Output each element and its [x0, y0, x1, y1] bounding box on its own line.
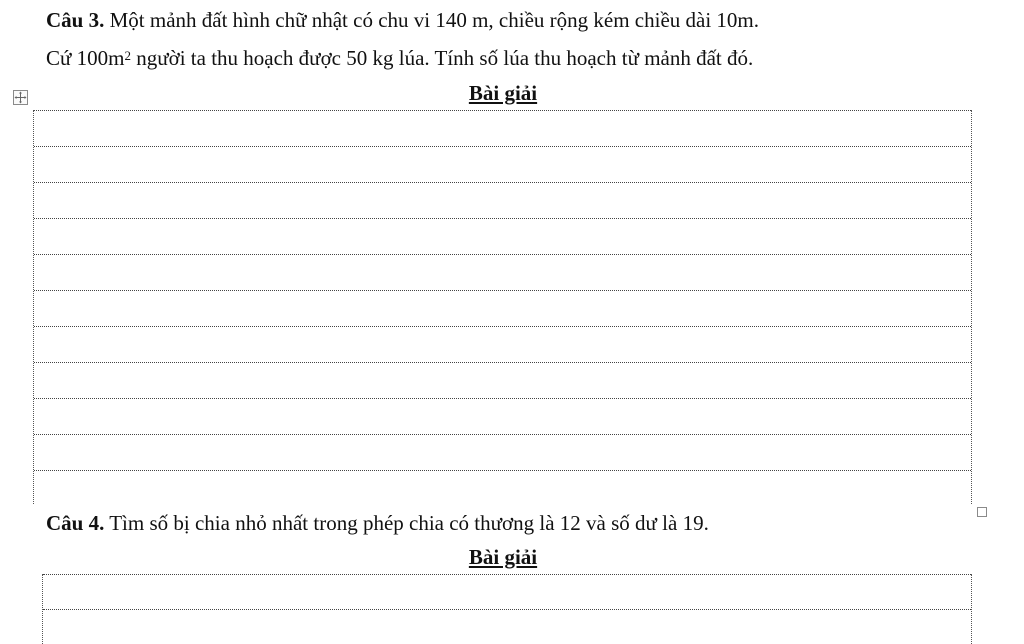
question-3-text-1: Một mảnh đất hình chữ nhật có chu vi 140 m, chiều rộng kém chiều dài 10m.	[104, 8, 760, 32]
question-3-text-2b: người ta thu hoạch được 50 kg lúa. Tính số lúa thu hoạch từ mảnh đất đó.	[130, 46, 754, 70]
solution-heading-q3: Bài giải	[468, 81, 538, 105]
answer-line[interactable]	[34, 110, 971, 111]
answer-line[interactable]	[34, 326, 971, 327]
answer-line[interactable]	[34, 398, 971, 399]
question-3-line-1	[46, 7, 759, 33]
solution-heading-q4: Bài giải	[468, 545, 538, 569]
answer-line[interactable]	[34, 434, 971, 435]
question-3-text-2a: Cứ 100m	[46, 46, 125, 70]
answer-line[interactable]	[34, 254, 971, 255]
answer-line[interactable]	[34, 290, 971, 291]
question-4-text: Tìm số bị chia nhỏ nhất trong phép chia có thương là 12 và số dư là 19.	[104, 511, 709, 535]
question-4-line	[46, 510, 709, 536]
superscript-2: 2	[124, 48, 131, 63]
answer-line[interactable]	[34, 470, 971, 471]
answer-line[interactable]	[34, 146, 971, 147]
answer-table-q3[interactable]	[33, 110, 972, 504]
question-3-line-2	[46, 45, 753, 71]
resize-square-icon[interactable]	[977, 507, 987, 517]
question-4-label: Câu 4.	[46, 511, 105, 535]
answer-line[interactable]	[43, 574, 971, 575]
answer-line[interactable]	[43, 609, 971, 610]
answer-line[interactable]	[34, 218, 971, 219]
answer-line[interactable]	[34, 182, 971, 183]
answer-line[interactable]	[34, 362, 971, 363]
question-3-label: Câu 3.	[46, 8, 105, 32]
